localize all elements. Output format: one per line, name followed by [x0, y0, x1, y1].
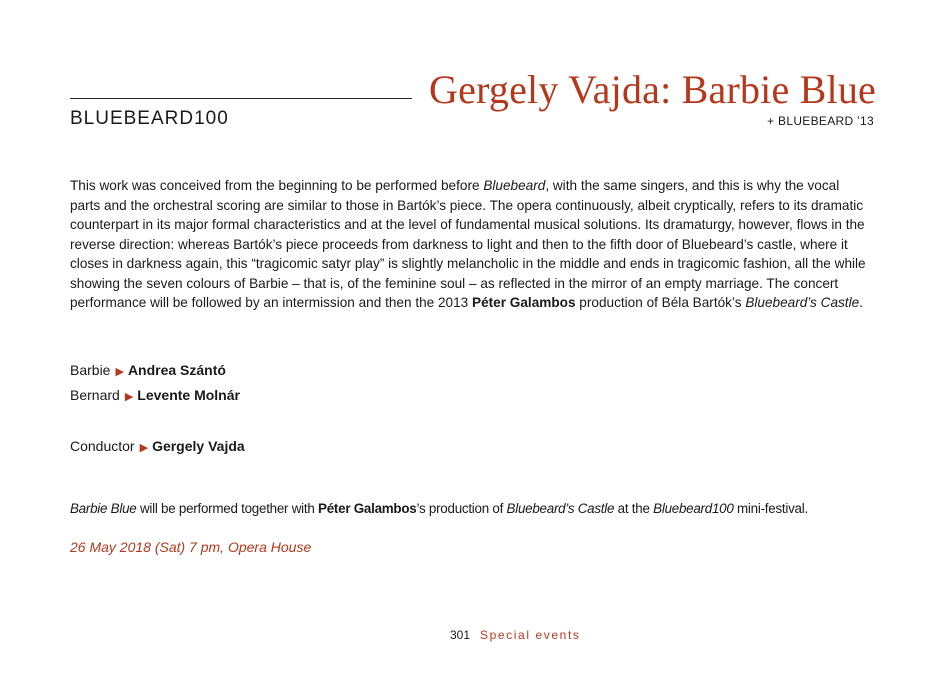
series-tag: + BLUEBEARD ’13 — [767, 114, 874, 128]
triangle-right-icon: ▶ — [139, 442, 149, 454]
description-paragraph — [70, 176, 870, 313]
page-footer — [450, 628, 580, 642]
description-work-title: Bluebeard — [483, 178, 546, 193]
note-text: at the — [614, 501, 654, 516]
triangle-right-icon: ▶ — [124, 391, 134, 403]
note-text: will be performed together with — [136, 501, 319, 516]
role-label: Bernard — [70, 387, 120, 403]
description-text: , with the same singers, and this is why the vocal parts and the orchestral scoring are similar to those in Bartók’s piece. The opera continuously, albeit cryptically, refers to its dramatic counterpart in its major formal characteristics and at the level of fundamental musical solutions. Its dramaturgy, however, flows in the reverse direction: whereas Bartók’s piece proceeds from darkness to light and then to the fifth door of Bluebeard’s castle, where it closes in darkness again, this “tragicomic satyr play” is slightly melancholic in the middle and ends in tragicomic fashion, all the while showing the seven colours of Barbie – that is, of the feminine soul – as reflected in the mirror of an empty marriage. The concert performance will be followed by an intermission and then the 2013 — [70, 178, 866, 310]
role-label: Conductor — [70, 438, 135, 454]
description-text: This work was conceived from the beginning to be performed before — [70, 178, 484, 193]
description-director: Péter Galambos — [472, 295, 576, 310]
performer-name: Levente Molnár — [137, 387, 240, 403]
note-festival-name: Bluebeard100 — [653, 501, 734, 516]
description-text: . — [859, 295, 863, 310]
note-work-title: Barbie Blue — [70, 501, 137, 516]
note-text: ’s production of — [416, 501, 507, 516]
triangle-right-icon: ▶ — [115, 366, 124, 378]
page-title: Gergely Vajda: Barbie Blue — [429, 67, 876, 112]
performer-name: Gergely Vajda — [152, 438, 245, 454]
description-text: production of Béla Bartók’s — [575, 295, 746, 310]
event-date: 26 May 2018 (Sat) 7 pm, Opera House — [70, 539, 312, 555]
note-text: mini-festival. — [733, 501, 808, 516]
series-label: BLUEBEARD100 — [70, 108, 229, 129]
note-work-title: Bluebeard’s Castle — [506, 501, 615, 516]
page-number: 301 — [450, 628, 471, 642]
cast-row-barbie — [70, 362, 226, 378]
section-name: Special events — [480, 628, 581, 642]
role-label: Barbie — [70, 362, 111, 378]
performer-name: Andrea Szántó — [127, 362, 226, 378]
cast-row-bernard — [70, 387, 240, 403]
description-work-title: Bluebeard’s Castle — [745, 295, 860, 310]
performance-note — [70, 501, 808, 516]
conductor-row — [70, 438, 245, 454]
header-rule — [70, 98, 412, 99]
note-director: Péter Galambos — [318, 501, 417, 516]
